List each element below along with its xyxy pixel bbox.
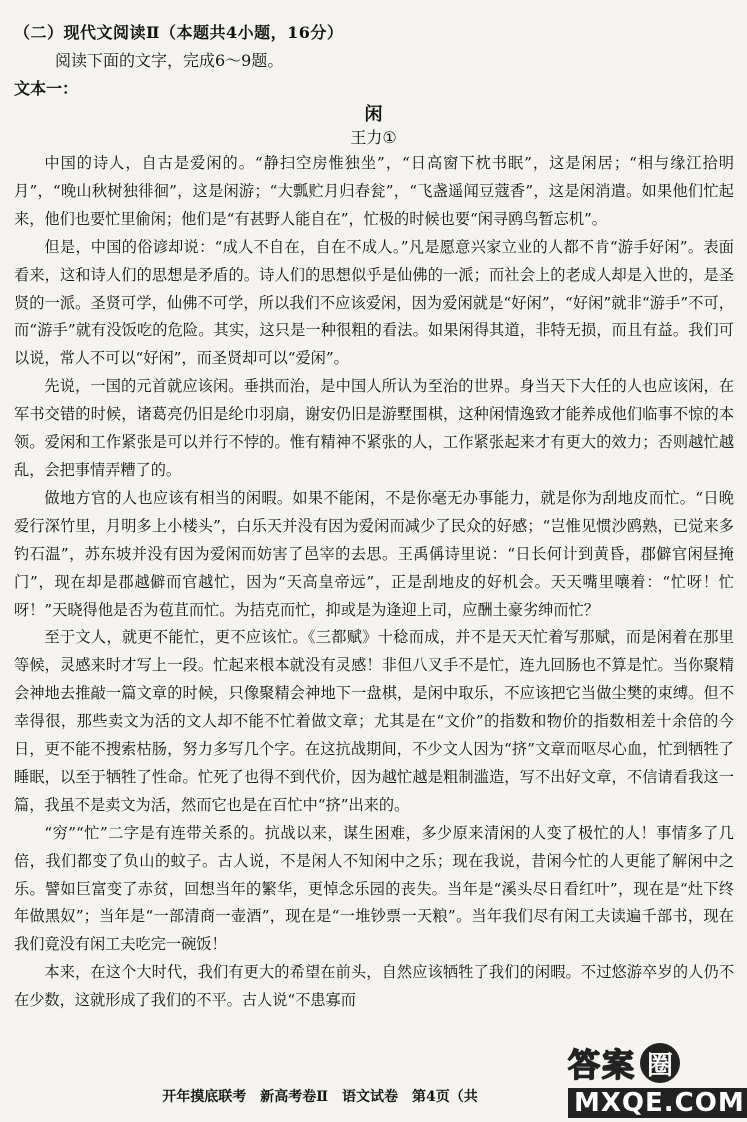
paragraph: 但是，中国的俗谚却说：“成人不自在，自在不成人。”凡是愿意兴家立业的人都不肯“游手好闲”。表面看来，这和诗人们的思想是矛盾的。诗人们的思想似乎是仙佛的一派；而社会上的老成人却是入世的，是圣贤的一派。圣贤可学，仙佛不可学，所以我们不应该爱闲，因为爱闲就是“好闲”，“好闲”就非“游手”不可，而“游手”就有没饭吃的危险。其实，这只是一种很粗的看法。如果闲得其道，非特无损，而且有益。我们可以说，常人不可以“好闲”，而圣贤却可以“爱闲”。	[14, 237, 734, 368]
paragraph: 中国的诗人，自古是爱闲的。“静扫空房惟独坐”，“日高窗下枕书眠”，这是闲居；“相与缘江拾明月”，“晚山秋树独徘徊”，这是闲游；“大瓢贮月归春瓮”，“飞盏遥闻豆蔻香”，这是闲消遣。如果他们忙起来，他们也要忙里偷闲；他们是“有甚野人能自在”，忙极的时候也要“闲寻鸥鸟暂忘机”。	[14, 154, 734, 228]
article-author: 王力①	[350, 128, 397, 147]
paragraph: 本来，在这个大时代，我们有更大的希望在前头，自然应该牺牲了我们的闲暇。不过悠游卒岁的人仍不在少数，这就形成了我们的不平。古人说“不患寡而	[14, 963, 734, 1010]
paragraph: “穷”“忙”二字是有连带关系的。抗战以来，谋生困难，多少原来清闲的人变了极忙的人！事情多了几倍，我们都变了负山的蚊子。古人说，不是闲人不知闲中之乐；现在我说，昔闲今忙的人更能了解闲中之乐。譬如巨富变了赤贫，回想当年的繁华，更悼念乐园的丧失。当年是“溪头尽日看红叶”，现在是“灶下终年做黑奴”；当年是“一部清商一壶酒”，现在是“一堆钞票一天粮”。当年我们尽有闲工夫读遍千部书，现在我们竟没有闲工夫吃完一碗饭！	[14, 823, 734, 954]
article-title: 闲	[364, 104, 383, 125]
watermark-circle-icon: 圈	[640, 1043, 680, 1083]
instruction: 阅读下面的文字，完成6～9题。	[55, 51, 284, 70]
page-footer: 开年摸底联考 新高考卷Ⅱ 语文试卷 第4页（共	[162, 1089, 478, 1105]
article-body	[14, 150, 734, 1015]
paragraph: 至于文人，就更不能忙，更不应该忙。《三都赋》十稔而成，并不是天天忙着写那赋，而是闲着在那里等候，灵感来时才写上一段。忙起来根本就没有灵感！非但八叉手不是忙，连九回肠也不算是忙。当你聚精会神地去推敲一篇文章的时候，只像聚精会神地下一盘棋，是闲中取乐，不应该把它当做尘樊的束缚。但不幸得很，那些卖文为活的文人却不能不忙着做文章；尤其是在“文价”的指数和物价的指数相差十余倍的今日，更不能不搜索枯肠，努力多写几个字。在这抗战期间，不少文人因为“挤”文章而呕尽心血，忙到牺牲了睡眠，以至于牺牲了性命。忙死了也得不到代价，因为越忙越是粗制滥造，写不出好文章，不信请看我这一篇，我虽不是卖文为活，然而它也是在百忙中“挤”出来的。	[14, 628, 734, 814]
watermark-top-text: 答案	[568, 1046, 637, 1084]
watermark-url: MXQE.COM	[568, 1088, 747, 1118]
text-label: 文本一：	[14, 79, 79, 98]
section-header: （二）现代文阅读Ⅱ（本题共4小题，16分）	[14, 23, 344, 42]
paragraph: 先说，一国的元首就应该闲。垂拱而治，是中国人所认为至治的世界。身当天下大任的人也应该闲，在军书交错的时候，诸葛亮仍旧是纶巾羽扇，谢安仍旧是游墅围棋，这种闲情逸致才能养成他们临事不惊的本领。爱闲和工作紧张是可以并行不悖的。惟有精神不紧张的人，工作紧张起来才有更大的效力；否则越忙越乱，会把事情弄糟了的。	[14, 377, 734, 479]
watermark-logo	[568, 1040, 745, 1118]
paragraph: 做地方官的人也应该有相当的闲暇。如果不能闲，不是你毫无办事能力，就是你为刮地皮而忙。“日晚爱行深竹里，月明多上小楼头”，白乐天并没有因为爱闲而减少了民众的好感；“岂惟见惯沙鸥熟，已觉来多钓石温”，苏东坡并没有因为爱闲而妨害了邑宰的去思。王禹偁诗里说：“日长何计到黄昏，郡僻官闲昼掩门”，现在却是郡越僻而官越忙，因为“天高皇帝远”，正是刮地皮的好机会。天天嘴里嚷着：“忙呀！忙呀！”天晓得他是否为苞苴而忙。为拮克而忙，抑或是为逢迎上司，应酬土豪劣绅而忙？	[14, 488, 734, 619]
